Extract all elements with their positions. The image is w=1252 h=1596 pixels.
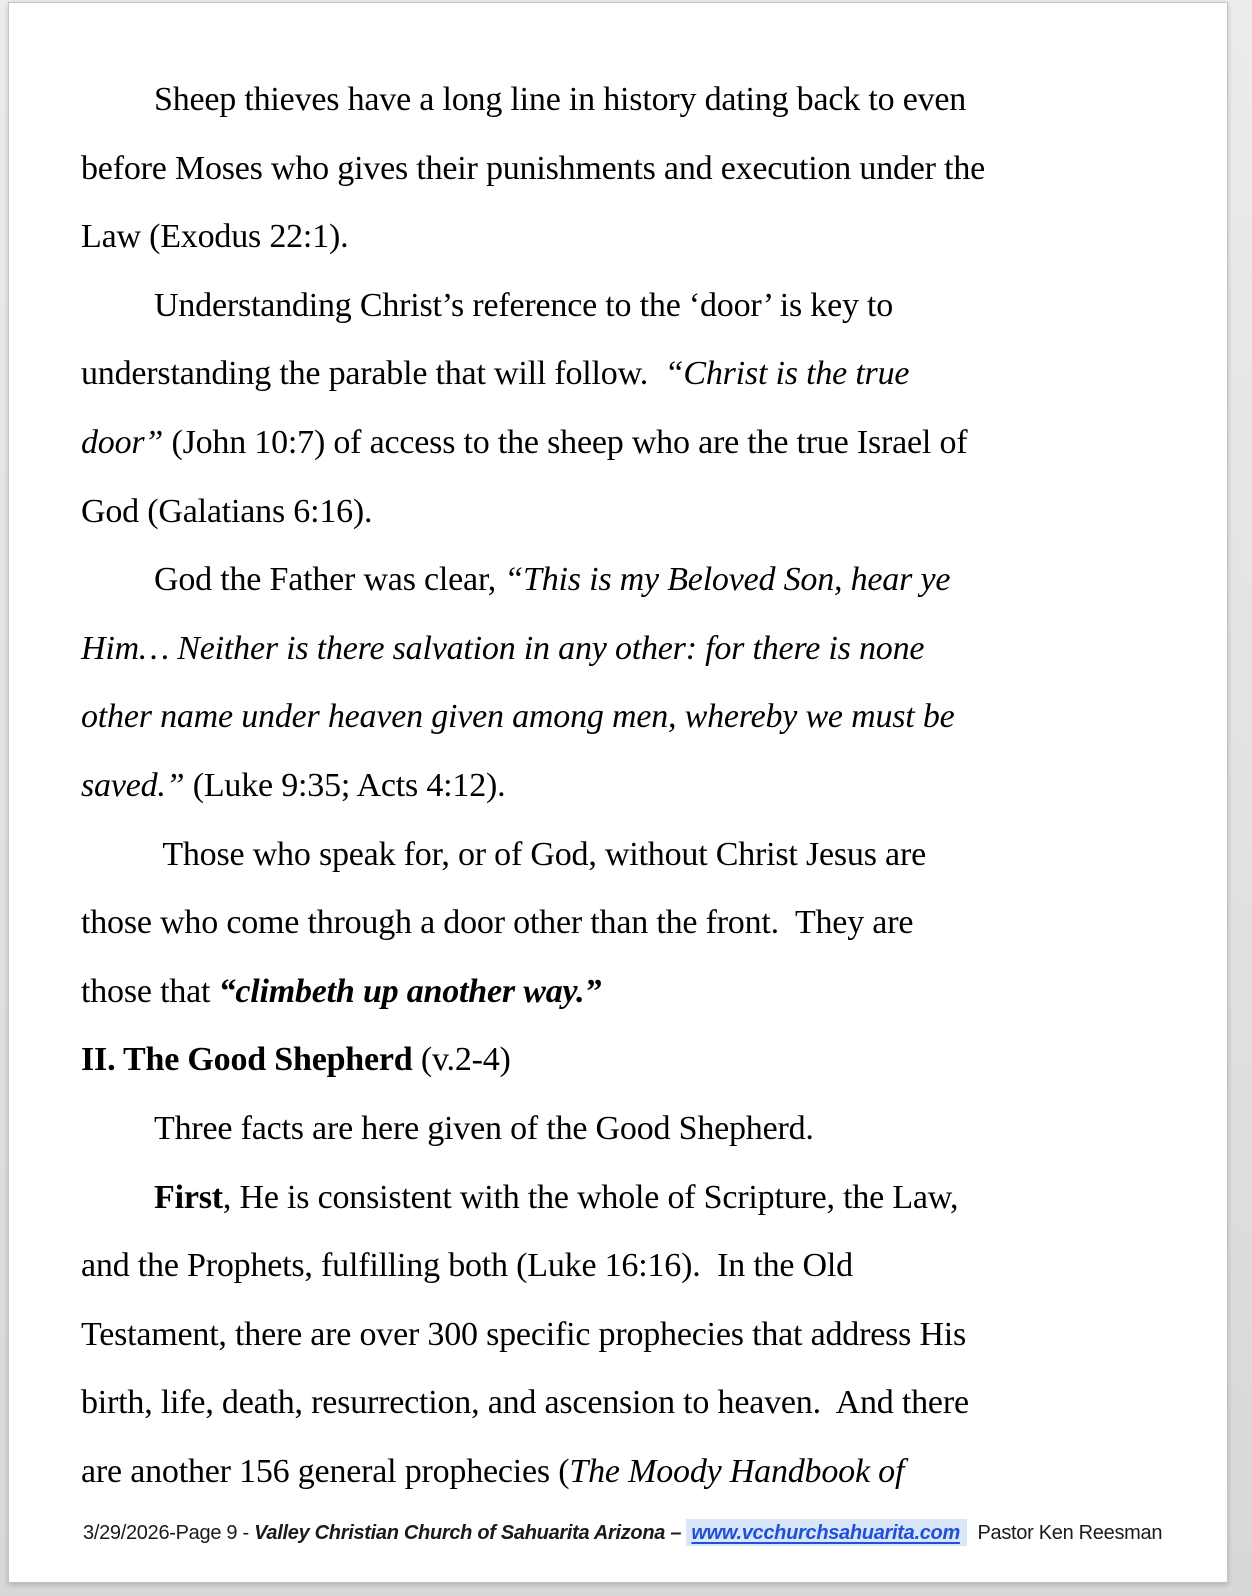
text-segment: are another 156 general prophecies ( (81, 1452, 570, 1490)
text-line (81, 889, 1213, 958)
text-line (81, 683, 1213, 752)
text-segment: (Luke 9:35; Acts 4:12). (184, 766, 506, 804)
text-segment: II. The Good Shepherd (81, 1041, 413, 1079)
text-segment: Pastor Ken Reesman (966, 1522, 1163, 1544)
text-line (81, 478, 1213, 547)
text-segment: before Moses who gives their punishments and execution under the (81, 149, 986, 187)
footer (83, 1519, 1203, 1547)
text-segment: Those who speak for, or of God, without Christ Jesus are (154, 835, 926, 873)
text-segment: , He is consistent with the whole of Scripture, the Law, (222, 1178, 959, 1216)
text-segment: understanding the parable that will follow. (81, 355, 665, 393)
text-segment: “climbeth up another way.” (218, 972, 602, 1010)
text-segment: God (Galatians 6:16). (81, 492, 373, 530)
text-segment: Testament, there are over 300 specific prophecies that address His (81, 1315, 967, 1353)
text-segment: Sheep thieves have a long line in history dating back to even (154, 81, 967, 118)
text-line (81, 546, 1213, 615)
text-segment: saved.” (81, 766, 185, 804)
text-segment: Him… Neither is there salvation in any other: for there is none (81, 629, 925, 667)
text-segment: “Christ is the true (664, 355, 910, 393)
text-line (81, 615, 1213, 684)
text-line (81, 272, 1213, 341)
text-line (81, 1301, 1213, 1370)
text-segment: The Moody Handbook of (569, 1452, 905, 1490)
text-segment: door” (81, 423, 164, 461)
text-line (81, 958, 1213, 1027)
page (8, 2, 1228, 1583)
text-line (81, 66, 1213, 135)
text-line (81, 409, 1213, 478)
text-segment: “This is my Beloved Son, hear ye (504, 561, 951, 599)
text-segment: (John 10:7) of access to the sheep who are the true Israel of (163, 423, 968, 461)
text-segment: and the Prophets, fulfilling both (Luke 16:16). In the Old (81, 1247, 853, 1285)
text-segment: Three facts are here given of the Good Shepherd. (154, 1109, 814, 1147)
text-line (81, 203, 1213, 272)
text-line (81, 821, 1213, 890)
text-segment: (v.2-4) (412, 1041, 511, 1079)
text-segment: Law (Exodus 22:1). (81, 218, 349, 256)
text-line (81, 1026, 1213, 1095)
text-line (81, 1232, 1213, 1301)
text-line (81, 1095, 1213, 1164)
text-line (81, 1164, 1213, 1233)
text-segment: Understanding Christ’s reference to the ‘door’ is key to (154, 286, 894, 324)
text-segment: those that (81, 972, 219, 1010)
text-segment: First (154, 1178, 223, 1216)
document-text (81, 66, 1213, 1506)
text-line (81, 1369, 1213, 1438)
text-line (81, 340, 1213, 409)
text-line (81, 135, 1213, 204)
text-segment: other name under heaven given among men, whereby we must be (81, 698, 955, 736)
text-line (81, 1438, 1213, 1507)
footer-link[interactable]: www.vcchurchsahuarita.com (686, 1519, 967, 1546)
text-line (81, 752, 1213, 821)
text-segment: God the Father was clear, (154, 561, 505, 599)
text-segment: Valley Christian Church of Sahuarita Arizona – (254, 1522, 687, 1544)
text-segment: birth, life, death, resurrection, and ascension to heaven. And there (81, 1384, 969, 1422)
text-segment: 3/29/2026-Page 9 - (83, 1522, 255, 1544)
text-segment: those who come through a door other than the front. They are (81, 904, 914, 942)
